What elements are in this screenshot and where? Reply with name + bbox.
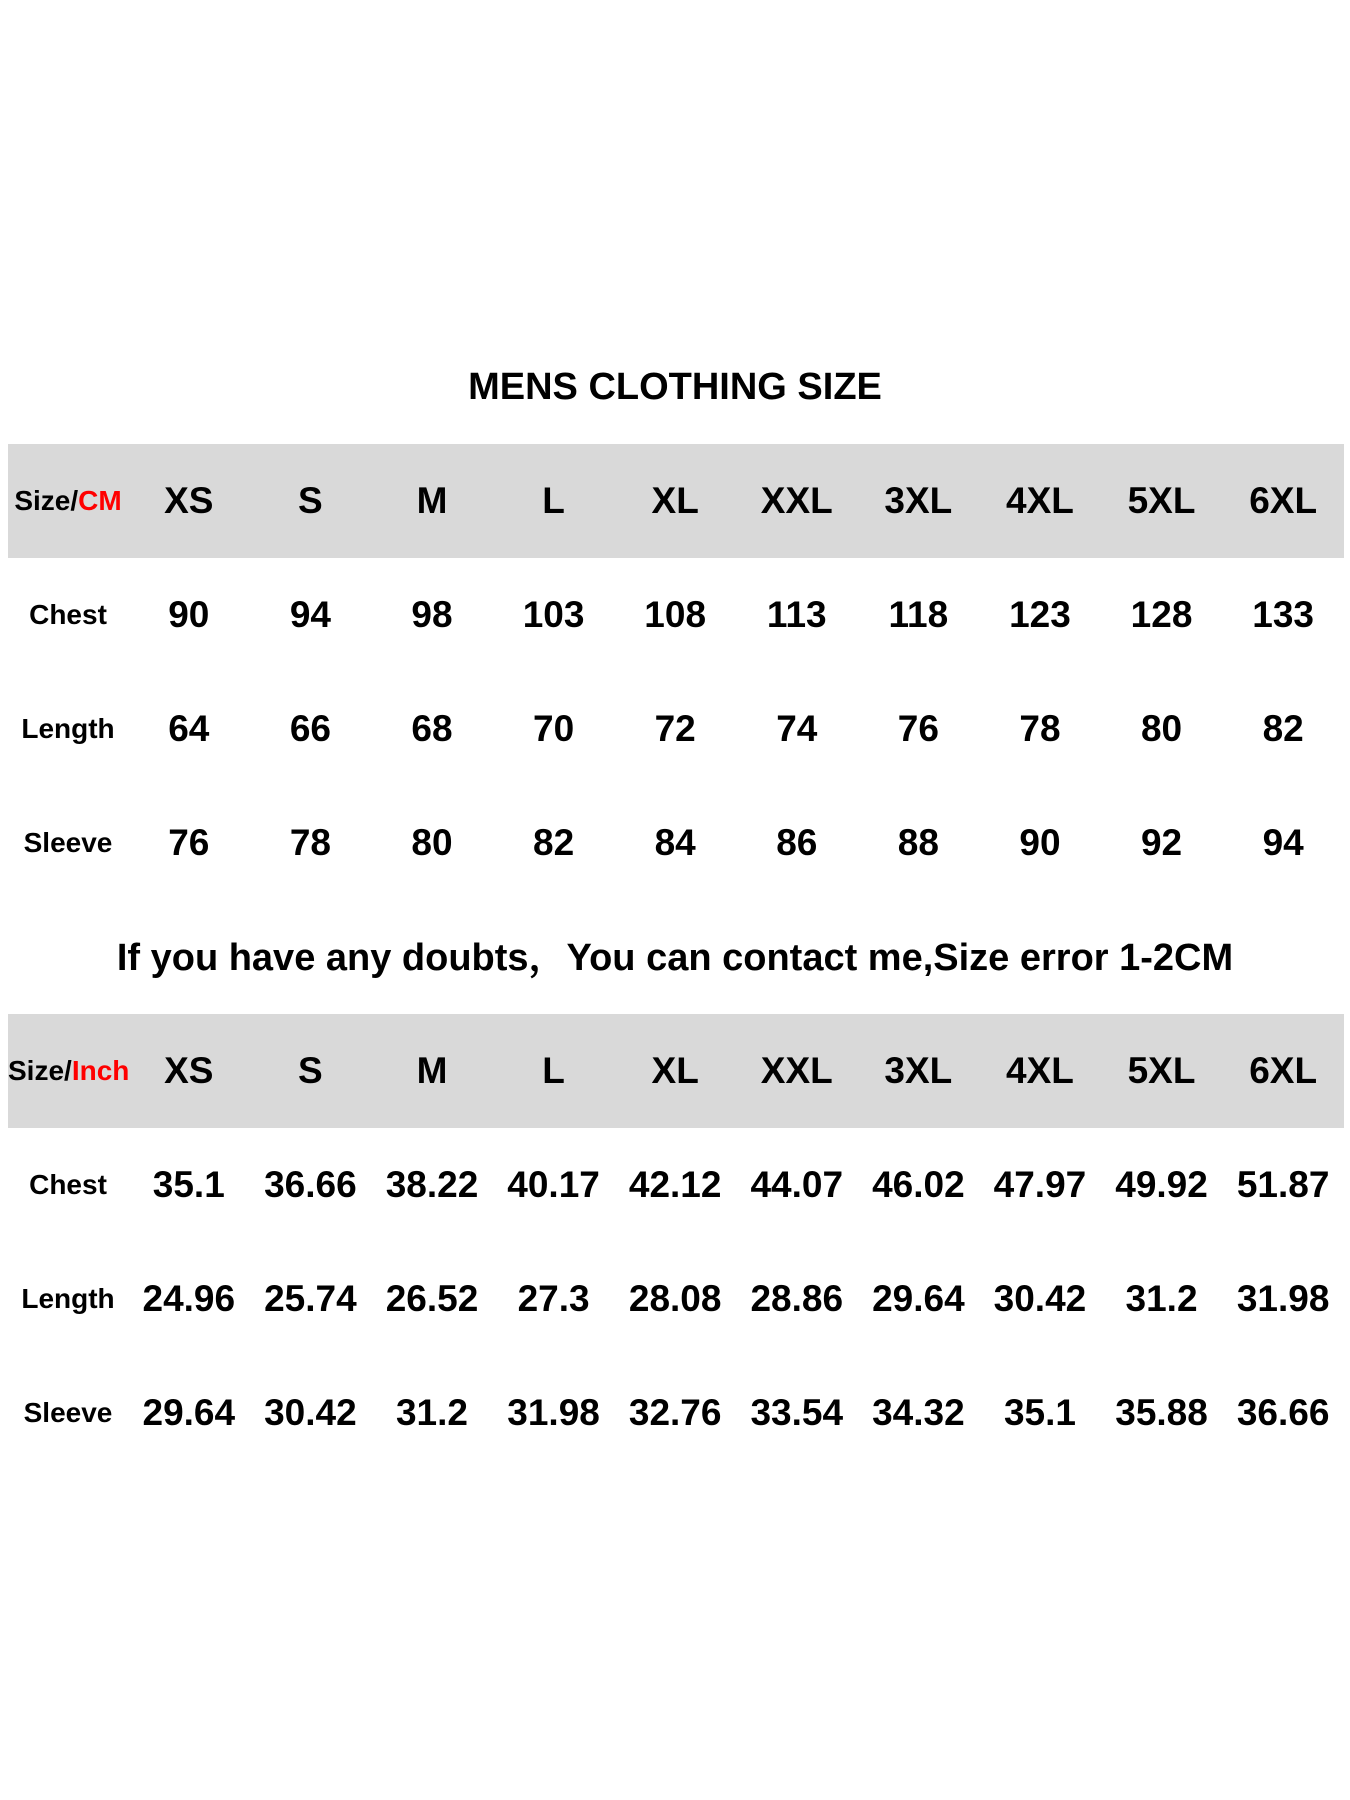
table-cell: 49.92 [1115,1164,1208,1205]
size-header-cell: XXL [760,480,833,521]
table-cell: 66 [289,708,331,749]
row-label: Chest [29,599,107,630]
table-cell: 80 [411,822,453,863]
size-header-cell: S [298,1050,323,1091]
size-header-cell: L [542,1050,565,1091]
table-row-length [8,672,1344,786]
table-cell: 36.66 [264,1164,357,1205]
table-cell: 74 [776,708,818,749]
table-cell: 31.2 [395,1392,468,1433]
size-unit-label [8,1055,128,1087]
row-label: Length [21,1283,115,1314]
table-cell: 51.87 [1236,1164,1330,1205]
unit-label-cm: CM [78,485,122,516]
table-row-chest [8,1128,1344,1242]
table-cell: 90 [1019,822,1061,863]
size-label-text: Size/ [14,485,79,516]
size-header-cell: 6XL [1249,1050,1318,1091]
size-header-cell: 6XL [1249,480,1318,521]
table-cell: 68 [411,708,453,749]
table-cell: 31.98 [507,1392,600,1433]
table-cell: 24.96 [142,1278,236,1319]
row-label: Chest [29,1169,107,1200]
size-header-cell: XS [164,1050,214,1091]
size-header-cell: M [416,1050,448,1091]
table-cell: 133 [1252,594,1314,635]
row-label: Sleeve [23,827,113,858]
table-cell: 26.52 [385,1278,479,1319]
size-header-cell: 5XL [1127,1050,1196,1091]
size-header-cell: S [298,480,323,521]
table-cell: 103 [522,594,585,635]
table-cell: 47.97 [993,1164,1087,1205]
table-cell: 123 [1009,594,1071,635]
table-cell: 38.22 [385,1164,479,1205]
size-header-cell: 4XL [1006,1050,1074,1091]
size-header-cell: XL [651,1050,699,1091]
size-header-cell: 5XL [1127,480,1196,521]
size-table-cm [8,444,1344,900]
table-cell: 32.76 [628,1392,722,1433]
table-cell: 128 [1130,594,1193,635]
table-cell: 72 [654,708,696,749]
size-header-cell: XXL [760,1050,833,1091]
table-cell: 25.74 [264,1278,357,1319]
table-cell: 108 [644,594,707,635]
table-cell: 46.02 [872,1164,965,1205]
table-header-row [8,444,1344,558]
table-cell: 84 [654,822,696,863]
size-header-cell: 4XL [1006,480,1074,521]
table-cell: 82 [533,822,575,863]
table-cell: 35.88 [1115,1392,1208,1433]
size-header-cell: 3XL [884,1050,953,1091]
table-cell: 70 [533,708,575,749]
table-cell: 92 [1140,822,1183,863]
table-cell: 35.1 [152,1164,225,1205]
table-header-row [8,1014,1344,1128]
table-cell: 29.64 [142,1392,236,1433]
table-cell: 42.12 [628,1164,722,1205]
table-cell: 76 [897,708,939,749]
row-label: Length [21,713,115,744]
table-cell: 88 [897,822,939,863]
size-unit-label [8,485,128,517]
table-cell: 44.07 [750,1164,844,1205]
size-table-inch [8,1014,1344,1470]
table-cell: 40.17 [507,1164,600,1205]
table-cell: 90 [168,594,210,635]
table-cell: 29.64 [872,1278,965,1319]
table-cell: 82 [1262,708,1304,749]
table-cell: 36.66 [1236,1392,1330,1433]
table-row-sleeve [8,1356,1344,1470]
page-title: MENS CLOTHING SIZE [468,366,882,408]
table-row-length [8,1242,1344,1356]
table-cell: 94 [1262,822,1304,863]
table-cell: 31.98 [1236,1278,1330,1319]
row-label: Sleeve [23,1397,113,1428]
table-cell: 113 [766,594,827,635]
size-header-cell: XS [164,480,214,521]
table-row-chest [8,558,1344,672]
size-header-cell: M [416,480,448,521]
table-cell: 27.3 [517,1278,590,1319]
table-cell: 98 [411,594,453,635]
table-cell: 30.42 [993,1278,1087,1319]
table-cell: 28.08 [628,1278,722,1319]
table-cell: 94 [289,594,331,635]
table-cell: 34.32 [872,1392,965,1433]
table-cell: 30.42 [264,1392,357,1433]
table-cell: 33.54 [750,1392,844,1433]
table-cell: 86 [776,822,818,863]
table-cell: 76 [168,822,210,863]
size-header-cell: L [542,480,565,521]
table-cell: 80 [1140,708,1183,749]
size-header-cell: 3XL [884,480,953,521]
table-cell: 35.1 [1003,1392,1076,1433]
unit-label-inch: Inch [71,1055,130,1086]
contact-note: If you have any doubts，You can contact me,Size error 1-2CM [116,937,1234,979]
table-row-sleeve [8,786,1344,900]
table-cell: 78 [289,822,331,863]
table-cell: 78 [1019,708,1061,749]
size-header-cell: XL [651,480,699,521]
size-label-text: Size/ [8,1055,72,1086]
table-cell: 64 [168,708,210,749]
table-cell: 28.86 [750,1278,844,1319]
table-cell: 31.2 [1125,1278,1198,1319]
table-cell: 118 [888,594,949,635]
